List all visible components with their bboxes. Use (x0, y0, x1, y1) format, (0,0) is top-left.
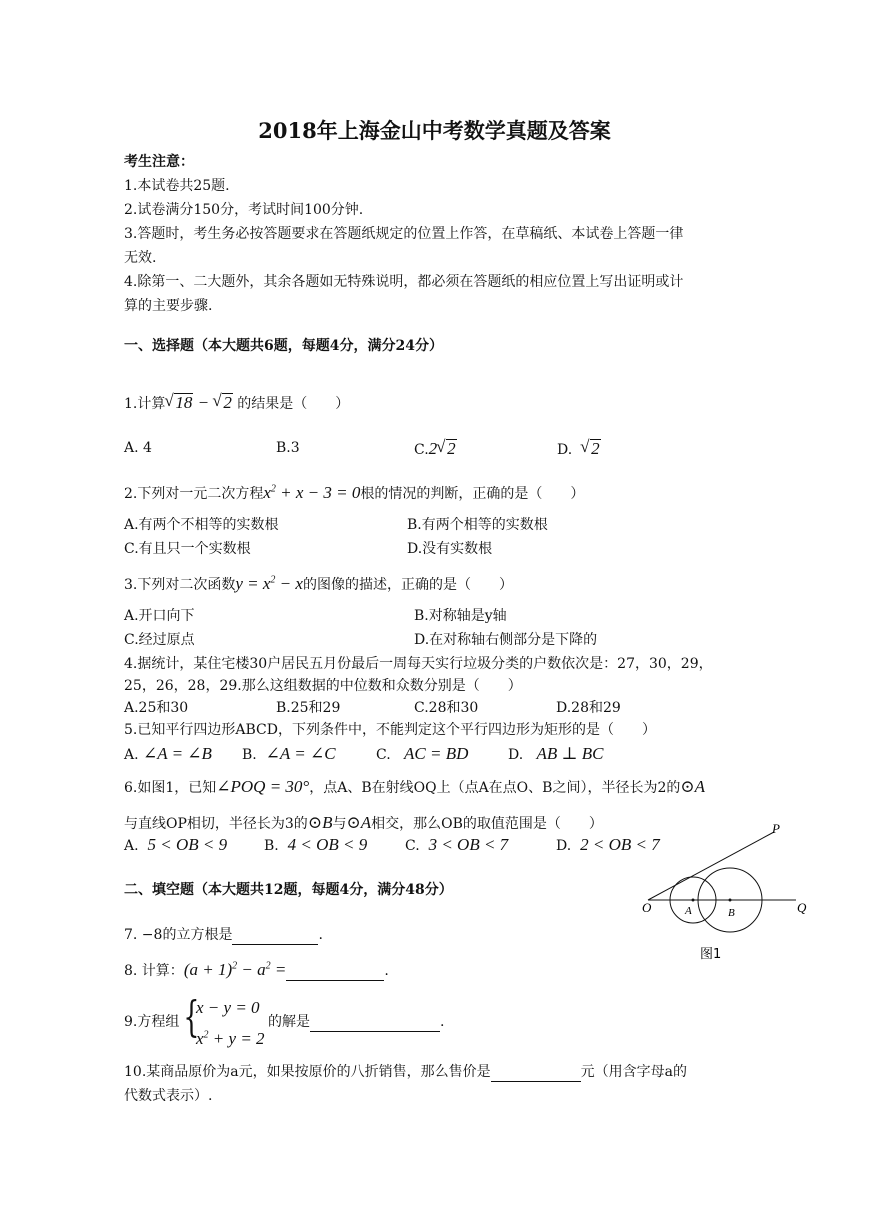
option-d: D.28和29 (556, 700, 621, 716)
option-d (508, 743, 604, 765)
q10-text: 元（用含字母a的 (580, 1064, 687, 1080)
q8-math: = (270, 960, 287, 979)
q9-exp: 2 (203, 1029, 209, 1041)
question-8 (124, 959, 389, 981)
q8-exp: 2 (232, 960, 238, 972)
circle-label: B (322, 813, 333, 832)
question-9-prefix: 9.方程组 (124, 1014, 180, 1030)
option-label: A. (124, 747, 139, 763)
q8-math: (a + 1) (183, 960, 233, 979)
odot-symbol: ⊙ (346, 813, 361, 832)
q1-radicand-b: 2 (223, 393, 232, 412)
option-d: D.在对称轴右侧部分是下降的 (414, 632, 598, 648)
option-c (405, 834, 508, 856)
option-math: ∠A = ∠B (143, 744, 212, 763)
q2-suffix: 根的情况的判断，正确的是（ ） (360, 486, 585, 502)
q2-eq-b: + x − 3 = 0 (275, 483, 361, 502)
option-math: 2 < OB < 7 (580, 835, 660, 854)
question-4-line-1: 4.据统计，某住宅楼30户居民五月份最后一周每天实行垃圾分类的户数依次是：27，30，29， (124, 656, 713, 672)
option-a: A. 4 (124, 440, 152, 456)
option-a (124, 743, 212, 765)
notice-item: 无效. (124, 250, 157, 266)
option-b (264, 834, 367, 856)
question-3 (124, 573, 513, 595)
question-10-line-1 (124, 1064, 687, 1082)
label-a: A (685, 905, 692, 917)
option-label: D. (508, 747, 524, 763)
ray-op (648, 832, 774, 900)
option-math: 3 < OB < 7 (428, 835, 509, 854)
question-10-line-2: 代数式表示）. (124, 1088, 213, 1104)
q8-suffix: . (384, 963, 389, 979)
q8-prefix: 8. 计算： (124, 963, 184, 979)
notice-item: 4.除第一、二大题外，其余各题如无特殊说明，都必须在答题纸的相应位置上写出证明或计 (124, 274, 684, 290)
q8-math: − a (237, 960, 266, 979)
answer-blank[interactable] (286, 966, 384, 981)
q1-radicand-a: 18 (175, 393, 193, 412)
label-b: B (728, 907, 735, 919)
option-math: 4 < OB < 9 (287, 835, 368, 854)
q9-math: x (196, 1029, 204, 1048)
option-a: A.有两个不相等的实数根 (124, 517, 279, 533)
question-6-line-2 (124, 812, 603, 834)
q2-prefix: 2.下列对一元二次方程 (124, 486, 264, 502)
question-6-line-1 (124, 776, 705, 798)
option-label: C. (376, 747, 391, 763)
option-math: 5 < OB < 9 (147, 835, 228, 854)
option-b (242, 743, 336, 765)
q2-eq-exp: 2 (270, 483, 276, 495)
q3-eq-b: − x (275, 574, 303, 593)
point-a (692, 899, 695, 902)
q3-prefix: 3.下列对二次函数 (124, 577, 236, 593)
q9-eq-1: x − y = 0 (196, 998, 260, 1017)
option-b: B.25和29 (276, 700, 341, 716)
option-label: C. (405, 838, 420, 854)
option-b: B.3 (276, 440, 300, 456)
q3-suffix: 的图像的描述，正确的是（ ） (302, 577, 513, 593)
section-heading: 二、填空题（本大题共12题，每题4分，满分48分） (124, 882, 453, 898)
option-d: D.没有实数根 (407, 541, 493, 557)
option-label: A. (124, 838, 139, 854)
q9-eq-2 (196, 1028, 265, 1049)
q1-minus: − (197, 393, 210, 412)
q1-prefix: 1.计算 (124, 396, 166, 412)
q6-angle: ∠POQ = 30° (216, 777, 310, 796)
option-b: B.对称轴是y轴 (414, 608, 507, 624)
q7-prefix: 7. −8的立方根是 (124, 927, 233, 943)
odot-symbol: ⊙ (680, 777, 695, 796)
point-b (729, 899, 732, 902)
q6-text: 相交，那么OB的取值范围是（ ） (371, 816, 603, 832)
question-4-line-2: 25，26，28，29.那么这组数据的中位数和众数分别是（ ） (124, 678, 522, 694)
option-math: AC = BD (404, 744, 469, 763)
option-c (376, 743, 468, 765)
option-c: C.经过原点 (124, 632, 195, 648)
notice-item: 算的主要步骤. (124, 298, 213, 314)
option-c: C.有且只一个实数根 (124, 541, 251, 557)
option-radicand: 2 (447, 439, 456, 458)
notice-item: 1.本试卷共25题. (124, 178, 230, 194)
answer-blank[interactable] (491, 1067, 581, 1082)
option-label: D. (557, 442, 573, 458)
label-o: O (642, 900, 652, 915)
option-c: C.28和30 (414, 700, 479, 716)
q8-exp: 2 (265, 960, 271, 972)
q6-text: 与直线OP相切，半径长为3的 (124, 816, 308, 832)
notice-heading: 考生注意： (124, 154, 194, 170)
q9-text: 的解是 (268, 1014, 310, 1030)
circle-label: A (694, 777, 705, 796)
option-a (124, 834, 227, 856)
q10-text: 10.某商品原价为a元，如果按原价的八折销售，那么售价是 (124, 1064, 491, 1080)
q6-text: 与 (332, 816, 347, 832)
option-label: C. (414, 442, 429, 458)
question-9-suffix (268, 1014, 444, 1032)
notice-item: 2.试卷满分150分，考试时间100分钟. (124, 202, 364, 218)
answer-blank[interactable] (232, 930, 318, 945)
system-brace: { (183, 992, 200, 1041)
q2-eq-a: x (263, 483, 271, 502)
option-a: A.25和30 (124, 700, 189, 716)
option-a: A.开口向下 (124, 608, 195, 624)
odot-symbol: ⊙ (307, 813, 323, 832)
section-heading: 一、选择题（本大题共6题，每题4分，满分24分） (124, 338, 443, 354)
page-title: 2018年上海金山中考数学真题及答案 (258, 118, 611, 143)
figure-1 (636, 818, 816, 968)
q3-eq-a: y = x (235, 574, 271, 593)
option-label: B. (264, 838, 279, 854)
option-d (557, 438, 601, 460)
option-math: AB ⊥ BC (536, 744, 604, 763)
option-b: B.有两个相等的实数根 (407, 517, 548, 533)
question-7 (124, 927, 323, 945)
option-radicand: 2 (591, 439, 600, 458)
q7-suffix: . (318, 927, 323, 943)
question-5: 5.已知平行四边形ABCD，下列条件中，不能判定这个平行四边形为矩形的是（ ） (124, 722, 656, 738)
q6-prefix: 6.如图1，已知 (124, 780, 217, 796)
question-1 (124, 392, 349, 414)
option-label: B. (242, 747, 257, 763)
notice-item: 3.答题时，考生务必按答题要求在答题纸规定的位置上作答，在草稿纸、本试卷上答题一律 (124, 226, 684, 242)
label-p: P (772, 821, 780, 836)
question-2 (124, 482, 584, 504)
label-q: Q (797, 900, 807, 915)
option-c (414, 438, 457, 460)
q9-math: + y = 2 (208, 1029, 265, 1048)
q1-suffix: 的结果是（ ） (237, 396, 350, 412)
circle-label: A (360, 813, 372, 832)
option-math: ∠A = ∠C (265, 744, 336, 763)
q6-text: ，点A、B在射线OQ上（点A在点O、B之间），半径长为2的 (309, 780, 681, 796)
q9-text: . (440, 1014, 445, 1030)
option-label: D. (556, 838, 572, 854)
option-coef: 2 (428, 439, 438, 458)
q3-eq-exp: 2 (270, 574, 276, 586)
answer-blank[interactable] (310, 1017, 440, 1032)
figure-caption: 图1 (700, 947, 722, 962)
